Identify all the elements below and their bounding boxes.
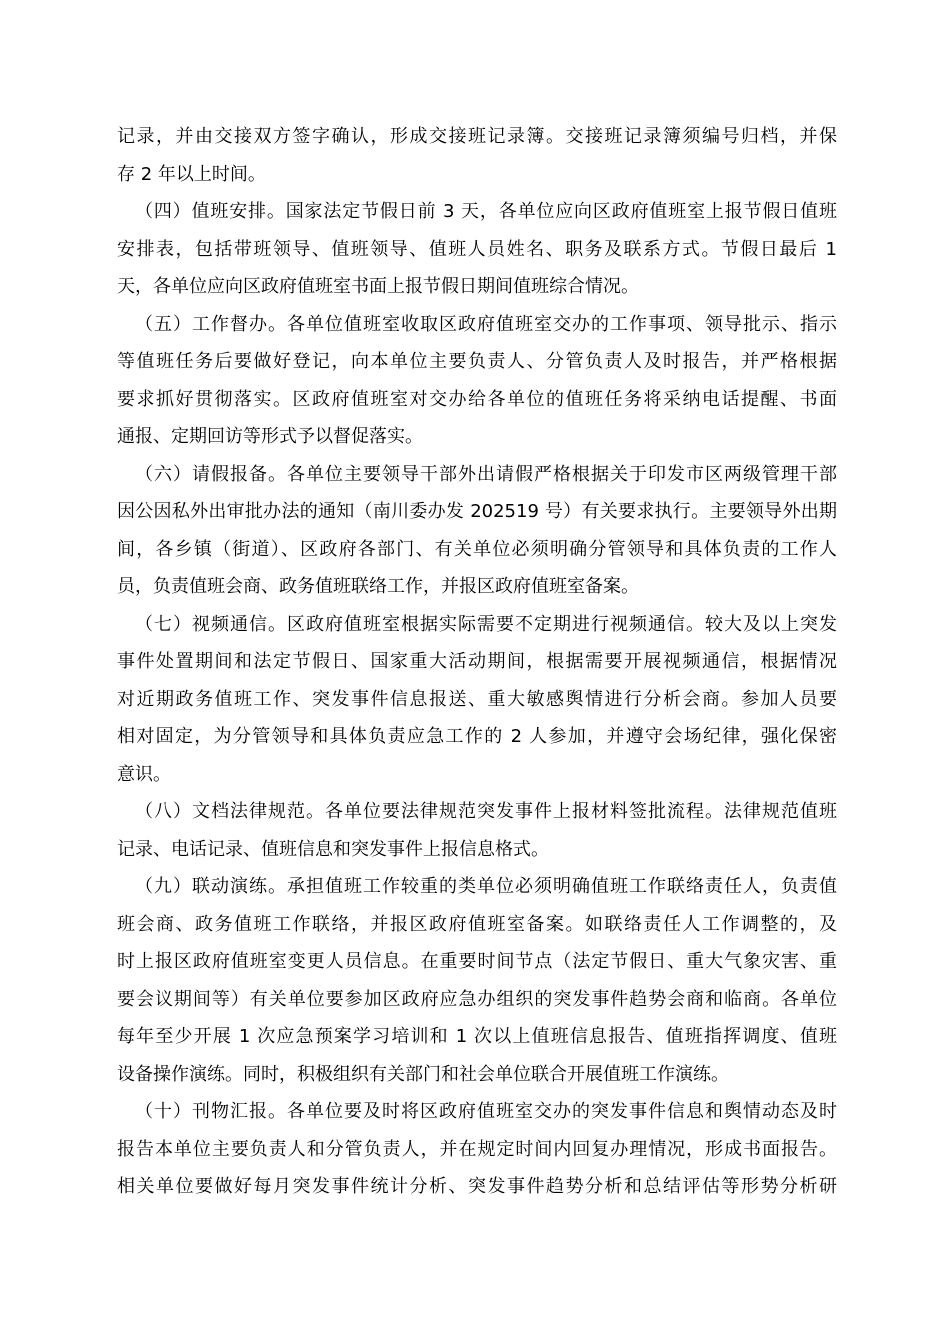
text-line: （九）联动演练。承担值班工作较重的类单位必须明确值班工作联络责任人，负责值 [135,876,837,897]
text-line: 相关单位要做好每月突发事件统计分析、突发事件趋势分析和总结评估等形势分析研 [117,1176,837,1197]
text-line: 通报、定期回访等形式予以督促落实。 [117,426,423,447]
text-line: 事件处置期间和法定节假日、国家重大活动期间，根据需要开展视频通信，根据情况 [117,651,837,672]
text-line: 相对固定，为分管领导和具体负责应急工作的 2 人参加，并遵守会场纪律，强化保密 [117,726,837,747]
paragraph-bulletin [117,1093,837,1206]
text-line: 班会商、政务值班工作联络，并报区政府值班室备案。如联络责任人工作调整的，及 [117,913,837,935]
text-line: （六）请假报备。各单位主要领导干部外出请假严格根据关于印发市区两级管理干部 [135,463,837,485]
text-line: （五）工作督办。各单位值班室收取区政府值班室交办的工作事项、领导批示、指示 [135,313,837,335]
text-line: 要会议期间等）有关单位要参加区政府应急办组织的突发事件趋势会商和临商。各单位 [117,988,837,1010]
text-line: 等值班任务后要做好登记，向本单位主要负责人、分管负责人及时报告，并严格根据 [117,351,837,372]
paragraph-doc-standard [117,793,837,868]
text-line: 间，各乡镇（街道）、区政府各部门、有关单位必须明确分管领导和具体负责的工作人 [117,538,837,560]
text-line: 因公因私外出审批办法的通知（南川委办发 202519 号）有关要求执行。主要领导外出期 [117,501,837,522]
text-line: 记录、电话记录、值班信息和突发事件上报信息格式。 [117,838,549,860]
paragraph-supervision [117,306,837,456]
text-line: 时上报区政府值班室变更人员信息。在重要时间节点（法定节假日、重大气象灾害、重 [117,951,837,972]
paragraph-duty-arrangement [117,193,837,306]
text-line: （八）文档法律规范。各单位要法律规范突发事件上报材料签批流程。法律规范值班 [135,801,837,822]
text-line: （七）视频通信。区政府值班室根据实际需要不定期进行视频通信。较大及以上突发 [135,613,837,635]
paragraph-video-comm [117,606,837,794]
text-line: 天，各单位应向区政府值班室书面上报节假日期间值班综合情况。 [117,276,639,297]
text-line: 报告本单位主要负责人和分管负责人，并在规定时间内回复办理情况，形成书面报告。 [117,1138,837,1160]
document-page [117,118,837,1206]
paragraph-leave-report [117,456,837,606]
paragraph-drills [117,868,837,1093]
text-line: （十）刊物汇报。各单位要及时将区政府值班室交办的突发事件信息和舆情动态及时 [135,1101,837,1122]
text-line: 员，负责值班会商、政务值班联络工作，并报区政府值班室备案。 [117,576,639,597]
paragraph-handover [117,118,837,193]
text-line: 每年至少开展 1 次应急预案学习培训和 1 次以上值班信息报告、值班指挥调度、值班 [117,1026,837,1047]
text-line: 要求抓好贯彻落实。区政府值班室对交办给各单位的值班任务将采纳电话提醒、书面 [117,388,837,410]
text-line: 记录，并由交接双方签字确认，形成交接班记录簿。交接班记录簿须编号归档，并保 [117,126,837,147]
text-line: 安排表，包括带班领导、值班领导、值班人员姓名、职务及联系方式。节假日最后 1 [117,238,837,260]
text-line: 存 2 年以上时间。 [117,163,266,185]
text-line: 设备操作演练。同时，积极组织有关部门和社会单位联合开展值班工作演练。 [117,1063,729,1085]
text-line: 意识。 [117,763,171,785]
text-line: （四）值班安排。国家法定节假日前 3 天，各单位应向区政府值班室上报节假日值班 [135,201,837,222]
text-line: 对近期政务值班工作、突发事件信息报送、重大敏感舆情进行分析会商。参加人员要 [117,688,837,710]
